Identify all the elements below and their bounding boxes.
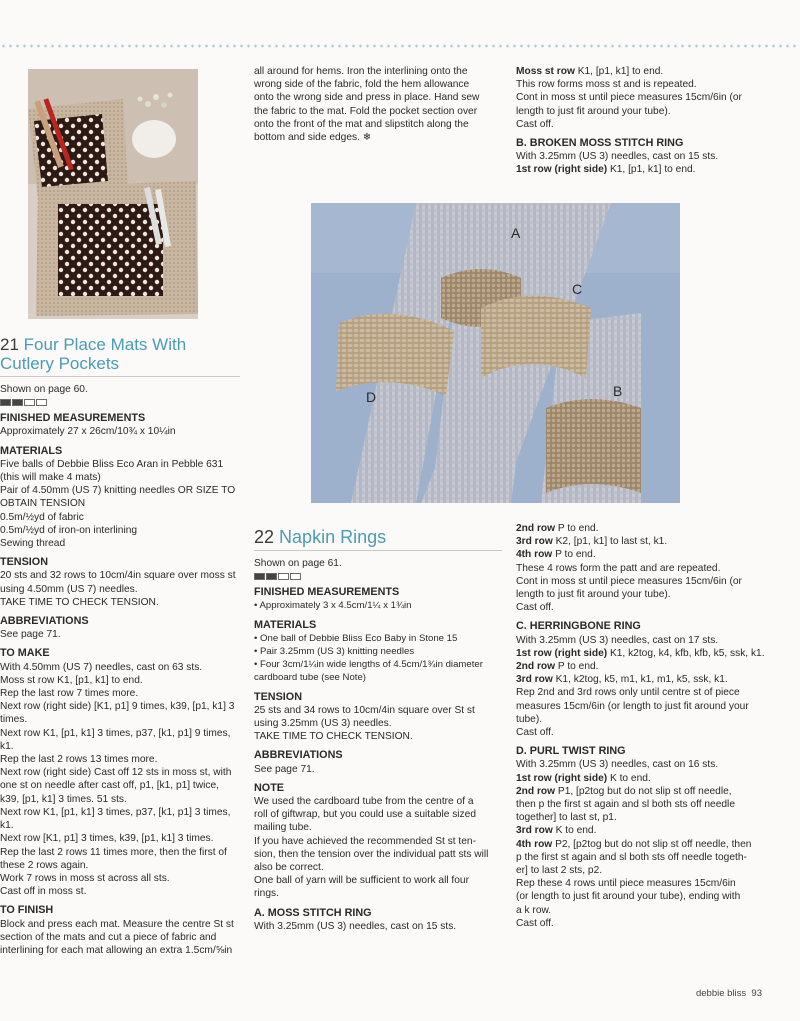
difficulty-box — [290, 573, 301, 580]
pattern-22-column — [254, 528, 502, 933]
text-line: these 2 rows again. — [0, 859, 89, 871]
row-text: then p the first st again and sl both sts off needle — [516, 799, 735, 811]
measurements-text: Approximately 27 x 26cm/10¾ x 10¼in — [0, 426, 176, 438]
heading: MATERIALS — [0, 444, 63, 457]
text-line: using 4.50mm (US 7) needles. — [0, 583, 138, 595]
to-make-instructions — [0, 661, 240, 899]
instruction-line — [516, 838, 778, 851]
text-line: Cast off in moss st. — [0, 886, 87, 898]
text-line: cardboard tube (see Note) — [254, 672, 366, 684]
brand-name: debbie bliss — [695, 988, 747, 999]
heading: MATERIALS — [254, 618, 317, 631]
heading: FINISHED MEASUREMENTS — [0, 412, 146, 425]
row-text: With 3.25mm (US 3) needles, cast on 17 sts. — [516, 634, 719, 646]
col2-top-text — [254, 65, 502, 144]
instruction-line — [516, 824, 778, 837]
instruction-line — [516, 150, 774, 163]
row-text: With 3.25mm (US 3) needles, cast on 16 sts. — [516, 759, 719, 771]
instruction-line — [516, 647, 778, 660]
row-label: 1st row (right side) — [516, 772, 608, 784]
row-text: Cast off. — [516, 118, 554, 130]
row-text: K1, k2tog, k4, kfb, kfb, k5, ssk, k1. — [607, 647, 765, 659]
row-text: Cont in moss st until piece measures 15cm/6in (or — [516, 92, 742, 104]
text-line: One ball of yarn will be sufficient to work all four — [254, 875, 469, 887]
to-finish-instructions — [0, 918, 240, 958]
text-line: Work 7 rows in moss st across all sts. — [0, 872, 170, 884]
text-line: Rep the last 2 rows 11 times more, then the first of — [0, 846, 227, 858]
text-line: • Four 3cm/1¼in wide lengths of 4.5cm/1¾in diameter — [254, 659, 483, 671]
row-text: K2, [p1, k1] to last st, k1. — [552, 536, 668, 548]
col3-bottom-text — [516, 522, 778, 930]
instruction-line — [516, 772, 778, 785]
text-line: one st on needle after cast off, p1, [k1, p1] twice, — [0, 780, 219, 792]
difficulty-rating — [254, 573, 502, 580]
heading: ABBREVIATIONS — [0, 615, 89, 628]
instruction-line — [516, 686, 778, 699]
note-text — [254, 795, 502, 901]
difficulty-box — [24, 399, 35, 406]
ring-label-b: B — [613, 383, 623, 399]
section-d-heading: D. PURL TWIST RING — [516, 745, 626, 758]
text-line: Pair of 4.50mm (US 7) knitting needles OR SIZE TO — [0, 485, 236, 497]
heading: TO MAKE — [0, 647, 50, 660]
row-text: Rep 2nd and 3rd rows only until centre st of piece — [516, 687, 740, 699]
text-line: Rep the last row 7 times more. — [0, 688, 139, 700]
row-text: This row forms moss st and is repeated. — [516, 79, 697, 91]
text-line: sion, then the tension over the individual patt sts will — [254, 848, 489, 860]
difficulty-box — [278, 573, 289, 580]
row-text: P to end. — [555, 661, 599, 673]
row-label: 3rd row — [516, 674, 553, 686]
text-line: Next row K1, [p1, k1] 3 times, p37, [k1, p1] 3 times, k1. — [0, 806, 231, 832]
instruction-line — [516, 522, 778, 535]
row-text: (or length to just fit around your tube), ending with — [516, 891, 741, 903]
instruction-line — [516, 890, 778, 903]
row-label: 2nd row — [516, 661, 556, 673]
row-label: Moss st row — [516, 66, 575, 77]
text-line: Next row [K1, p1] 3 times, k39, [p1, k1] 3 times. — [0, 833, 214, 845]
instruction-line — [516, 118, 774, 131]
pattern-title-line1: Four Place Mats With — [23, 335, 187, 354]
instruction-line — [516, 535, 778, 548]
instruction-line — [516, 758, 778, 771]
pattern-22-title — [254, 528, 502, 551]
heading: NOTE — [254, 781, 284, 794]
row-text: K1, [p1, k1] to end. — [574, 66, 664, 77]
row-text: K1, k2tog, k5, m1, k1, m1, k5, ssk, k1. — [552, 674, 728, 686]
instruction-line — [516, 548, 778, 561]
instruction-line — [516, 91, 774, 104]
text-line: rings. — [254, 888, 279, 900]
instruction-line — [516, 601, 778, 614]
instruction-line — [516, 713, 778, 726]
difficulty-box — [254, 573, 265, 580]
row-text: together] to last st, p1. — [516, 812, 617, 824]
instruction-line — [516, 575, 778, 588]
ring-label-a: A — [511, 225, 521, 241]
row-text: length to just fit around your tube). — [516, 589, 671, 601]
text-line: onto the front of the mat and slipstitch along the — [254, 118, 469, 130]
text-line: interlining for each mat allowing an extra 1.5cm/⅝in — [0, 944, 233, 956]
text-line: TAKE TIME TO CHECK TENSION. — [0, 596, 159, 608]
pattern-title-line2: Cutlery Pockets — [0, 354, 120, 373]
difficulty-box — [12, 399, 23, 406]
materials-list — [0, 458, 240, 550]
section-b-heading: B. BROKEN MOSS STITCH RING — [516, 137, 684, 150]
heading: TO FINISH — [0, 904, 54, 917]
text-line: Next row (right side) [K1, p1] 9 times, k39, [p1, k1] 3 — [0, 701, 235, 713]
pattern-number: 21 — [0, 335, 19, 354]
pattern-number: 22 — [254, 527, 275, 547]
row-text: K to end. — [607, 772, 651, 784]
text-line: mailing tube. — [254, 822, 312, 834]
text-line: using 3.25mm (US 3) needles. — [254, 718, 392, 730]
row-label: 1st row (right side) — [516, 647, 608, 659]
row-label: 3rd row — [516, 536, 553, 548]
text-line: (this will make 4 mats) — [0, 472, 101, 484]
text-line: wrong side of the fabric, fold the hem allowance — [254, 79, 470, 91]
ring-label-d: D — [366, 389, 377, 405]
heading: TENSION — [254, 690, 302, 703]
text-line: also be correct. — [254, 862, 324, 874]
napkin-rings-photo — [311, 203, 680, 503]
text-line: the fabric to the mat. Fold the pocket section over — [254, 105, 478, 117]
pattern-21-column — [0, 335, 240, 957]
row-text: P1, [p2tog but do not slip st off needle, — [555, 785, 732, 797]
text-line: Next row K1, [p1, k1] 3 times, p37, [k1, p1] 9 times, k1. — [0, 727, 231, 752]
instruction-line — [516, 562, 778, 575]
heading: FINISHED MEASUREMENTS — [254, 586, 400, 599]
section-a-text: With 3.25mm (US 3) needles, cast on 15 sts. — [254, 920, 457, 932]
dotted-divider — [0, 44, 800, 48]
col3-top-text — [516, 65, 774, 177]
row-text: Cont in moss st until piece measures 15cm/6in (or — [516, 575, 742, 587]
text-line: 0.5m/½yd of iron-on interlining — [0, 524, 138, 536]
section-c-heading: C. HERRINGBONE RING — [516, 620, 641, 633]
text-line: • One ball of Debbie Bliss Eco Baby in Stone 15 — [254, 632, 458, 644]
difficulty-box — [266, 573, 277, 580]
instruction-line — [516, 917, 778, 930]
row-text: P to end. — [552, 549, 596, 561]
row-text: tube). — [516, 713, 543, 725]
row-text: K to end. — [552, 825, 597, 837]
shown-on-page: Shown on page 61. — [254, 558, 342, 569]
text-line: With 4.50mm (US 7) needles, cast on 63 sts. — [0, 661, 203, 673]
instruction-line — [516, 588, 778, 601]
row-label: 3rd row — [516, 825, 553, 837]
row-text: p the first st again and sl both sts off needle togeth- — [516, 851, 747, 863]
row-text: Rep these 4 rows until piece measures 15cm/6in — [516, 878, 736, 890]
row-text: er] to last 2 sts, p2. — [516, 865, 603, 877]
row-label: 2nd row — [516, 523, 556, 534]
instruction-line — [516, 700, 778, 713]
row-text: K1, [p1, k1] to end. — [607, 164, 696, 176]
pattern-21-title — [0, 335, 240, 377]
pattern-title: Napkin Rings — [279, 527, 387, 547]
instruction-line — [516, 904, 778, 917]
row-text: a k row. — [516, 904, 552, 916]
text-line: all around for hems. Iron the interlining onto the — [254, 66, 468, 77]
text-line: Next row (right side) Cast off 12 sts in moss st, with — [0, 767, 232, 779]
text-line: Block and press each mat. Measure the centre St st — [0, 918, 234, 930]
heading: ABBREVIATIONS — [254, 749, 343, 762]
row-text: Cast off. — [516, 727, 554, 739]
instruction-line — [516, 798, 778, 811]
difficulty-box — [0, 399, 11, 406]
instruction-line — [516, 660, 778, 673]
instruction-line — [516, 851, 778, 864]
row-text: With 3.25mm (US 3) needles, cast on 15 sts. — [516, 151, 719, 163]
text-line: We used the cardboard tube from the centre of a — [254, 796, 474, 808]
text-line: section of the mats and cut a piece of fabric and — [0, 931, 217, 943]
text-line: k39, [p1, k1] 3 times. 51 sts. — [0, 793, 127, 805]
row-label: 4th row — [516, 838, 553, 850]
instruction-line — [516, 785, 778, 798]
row-text: Cast off. — [516, 917, 554, 929]
abbreviations-text: See page 71. — [254, 763, 315, 775]
row-text: P2, [p2tog but do not slip st off needle, then — [552, 838, 752, 850]
text-line: If you have achieved the recommended St st ten- — [254, 835, 476, 847]
instruction-line — [516, 726, 778, 739]
text-line: 20 sts and 32 rows to 10cm/4in square over moss st — [0, 570, 236, 582]
text-line: Moss st row K1, [p1, k1] to end. — [0, 674, 143, 686]
row-text: These 4 rows form the patt and are repeated. — [516, 562, 721, 574]
heading: TENSION — [0, 556, 48, 569]
shown-on-page: Shown on page 60. — [0, 384, 88, 395]
materials-list — [254, 632, 502, 685]
tension-text — [0, 569, 240, 609]
place-mats-photo — [28, 69, 198, 319]
text-line: 0.5m/½yd of fabric — [0, 511, 84, 523]
section-a-heading: A. MOSS STITCH RING — [254, 906, 372, 919]
text-line: onto the wrong side and press in place. Hand sew — [254, 92, 480, 104]
page-footer — [696, 988, 762, 999]
difficulty-rating — [0, 399, 240, 406]
abbreviations-text: See page 71. — [0, 629, 61, 641]
tension-text — [254, 704, 502, 744]
text-line: bottom and side edges. ❄ — [254, 132, 372, 144]
instruction-line — [516, 673, 778, 686]
text-line: Five balls of Debbie Bliss Eco Aran in Pebble 631 — [0, 458, 224, 470]
text-line: Sewing thread — [0, 538, 66, 550]
row-label: 4th row — [516, 549, 553, 561]
row-text: P to end. — [555, 523, 599, 534]
row-text: measures 15cm/6in (or length to just fit around your — [516, 700, 749, 712]
ring-label-c: C — [572, 281, 583, 297]
text-line: roll of giftwrap, but you could use a suitable sized — [254, 809, 476, 821]
instruction-line — [516, 634, 778, 647]
text-line: TAKE TIME TO CHECK TENSION. — [254, 731, 413, 743]
text-line: times. — [0, 714, 28, 726]
instruction-line — [516, 105, 774, 118]
measurements-text: • Approximately 3 x 4.5cm/1¼ x 1¾in — [254, 600, 412, 612]
instruction-line — [516, 65, 774, 78]
row-label: 2nd row — [516, 785, 556, 797]
difficulty-box — [36, 399, 47, 406]
instruction-line — [516, 877, 778, 890]
text-line: Rep the last 2 rows 13 times more. — [0, 754, 158, 766]
text-line: 25 sts and 34 rows to 10cm/4in square over St st — [254, 704, 475, 716]
instruction-line — [516, 78, 774, 91]
instruction-line — [516, 163, 774, 176]
row-text: length to just fit around your tube). — [516, 105, 671, 117]
instruction-line — [516, 864, 778, 877]
text-line: OBTAIN TENSION — [0, 498, 86, 510]
text-line: • Pair 3.25mm (US 3) knitting needles — [254, 646, 415, 658]
row-label: 1st row (right side) — [516, 164, 608, 176]
instruction-line — [516, 811, 778, 824]
row-text: Cast off. — [516, 602, 554, 614]
page-number: 93 — [751, 988, 762, 999]
